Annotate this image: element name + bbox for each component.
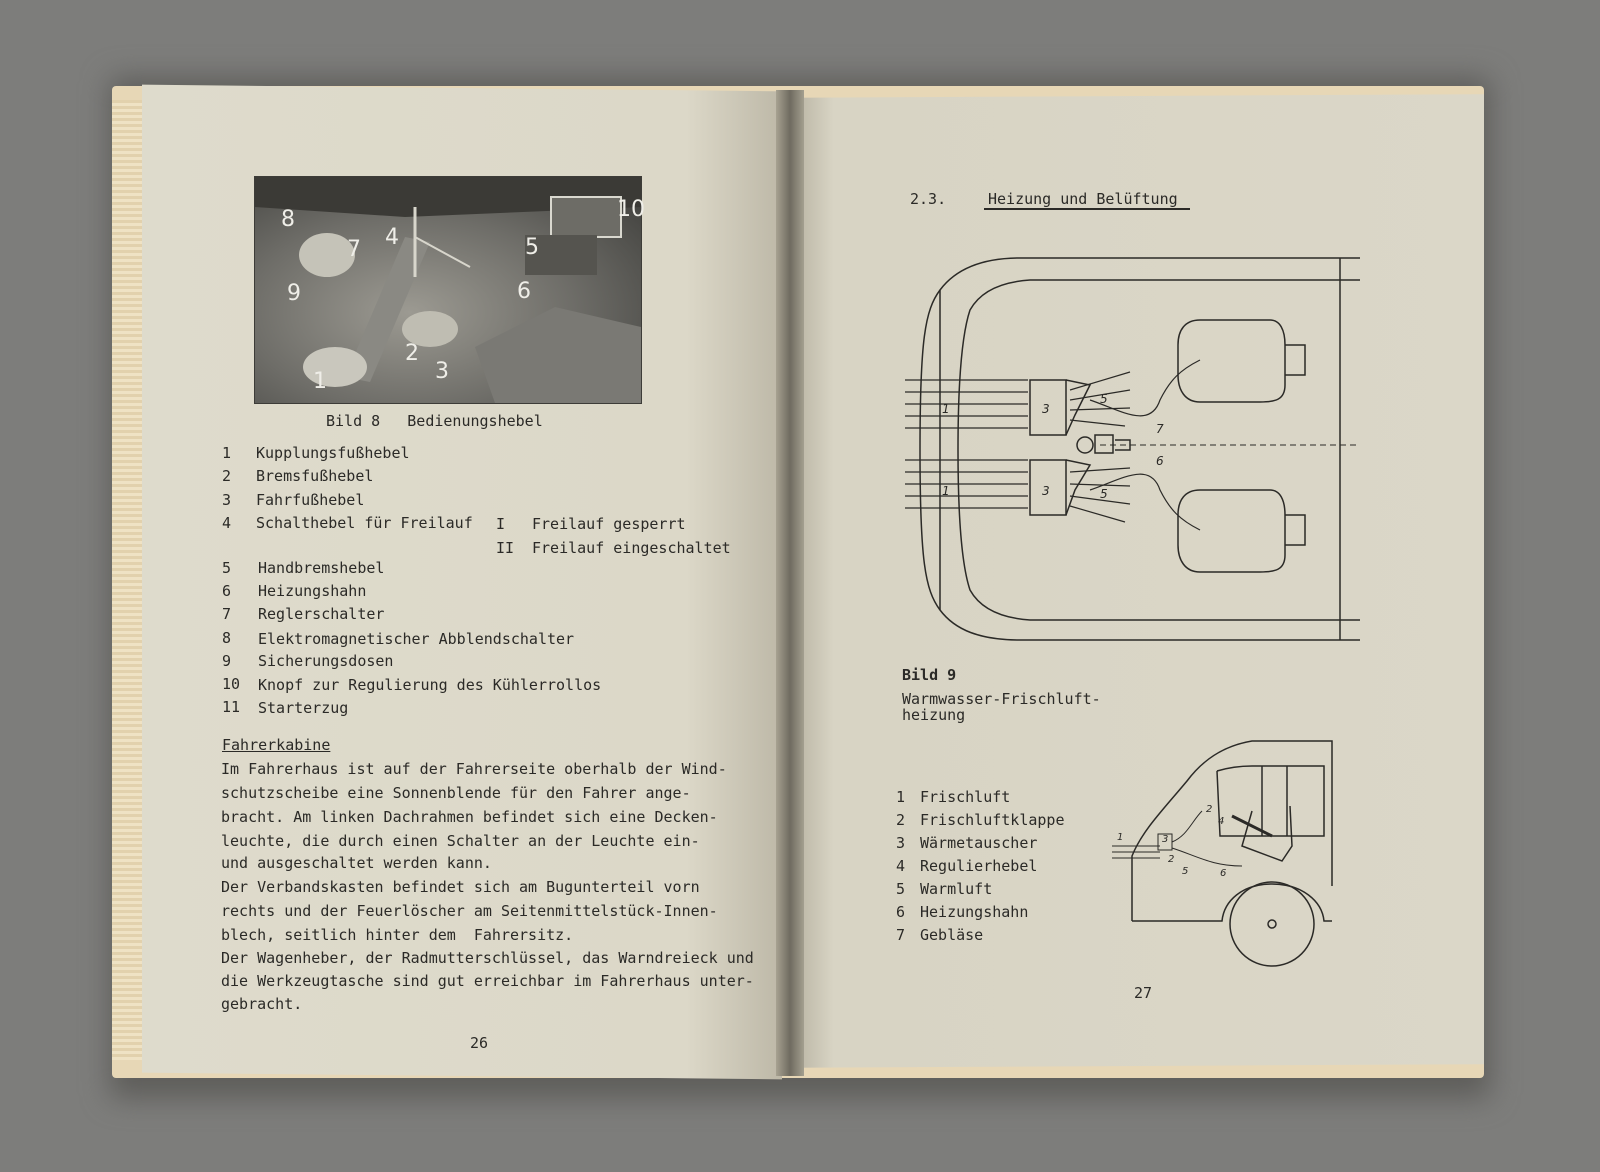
freilauf-num: I	[496, 515, 506, 533]
side-label: 4	[1218, 816, 1225, 827]
diagram-label: 7	[1156, 422, 1164, 436]
freilauf-text: Freilauf eingeschaltet	[532, 539, 731, 557]
section-heading-fahrerkabine: Fahrerkabine	[222, 736, 331, 754]
legend-text: Heizungshahn	[920, 903, 1029, 921]
paragraph-line: gebracht.	[221, 995, 303, 1013]
paragraph-line: die Werkzeugtasche sind gut erreichbar im Fahrerhaus unter-	[221, 972, 754, 990]
legend-num: 2	[896, 811, 906, 829]
diagram-label: 6	[1156, 454, 1164, 468]
dashboard-photo	[254, 176, 645, 404]
vehicle-side-view-diagram	[1112, 736, 1344, 972]
diagram-label: 3	[1042, 484, 1050, 498]
legend-num: 1	[222, 444, 232, 462]
section-number: 2.3.	[910, 190, 947, 208]
photo-label-10: 10	[617, 197, 645, 222]
freilauf-num: II	[496, 539, 515, 557]
legend-text: Starterzug	[258, 699, 349, 717]
cover-edge	[112, 100, 144, 1060]
heating-top-view-diagram	[900, 250, 1360, 650]
legend-text: Handbremshebel	[258, 559, 385, 577]
paragraph-line: und ausgeschaltet werden kann.	[221, 854, 492, 872]
photo-label-4: 4	[385, 225, 399, 250]
diagram-label: 1	[942, 484, 950, 498]
paragraph-line: Im Fahrerhaus ist auf der Fahrerseite oberhalb der Wind-	[221, 760, 727, 778]
side-label: 2	[1168, 854, 1175, 865]
paragraph-line: leuchte, die durch einen Schalter an der Leuchte ein-	[221, 832, 700, 850]
book-gutter	[776, 90, 804, 1076]
legend-text: Sicherungsdosen	[258, 652, 394, 670]
paragraph-line: blech, seitlich hinter dem Fahrersitz.	[221, 926, 574, 944]
side-label: 6	[1220, 868, 1227, 879]
legend-text: Bremsfußhebel	[256, 467, 374, 485]
photo-label-5: 5	[525, 235, 539, 260]
legend-num: 5	[896, 880, 906, 898]
legend-num: 8	[222, 629, 232, 647]
photo-label-6: 6	[517, 279, 531, 304]
legend-num: 2	[222, 467, 232, 485]
legend-num: 7	[222, 605, 232, 623]
legend-text: Gebläse	[920, 926, 984, 944]
diagram-label: 5	[1100, 487, 1108, 501]
legend-text: Regulierhebel	[920, 857, 1038, 875]
legend-num: 10	[222, 675, 241, 693]
legend-num: 1	[896, 788, 906, 806]
legend-num: 4	[896, 857, 906, 875]
figure-9-title-line: heizung	[902, 706, 966, 724]
figure-9-title-line: Warmwasser-Frischluft-	[902, 690, 1101, 708]
photo-label-7: 7	[347, 237, 361, 262]
paragraph-line: Der Verbandskasten befindet sich am Bugunterteil vorn	[221, 878, 700, 896]
legend-text: Elektromagnetischer Abblendschalter	[258, 630, 575, 648]
legend-num: 9	[222, 652, 232, 670]
paragraph-line: Der Wagenheber, der Radmutterschlüssel, das Warndreieck und	[221, 949, 754, 967]
diagram-label: 5	[1100, 392, 1108, 406]
legend-num: 11	[222, 698, 241, 716]
freilauf-text: Freilauf gesperrt	[532, 515, 686, 533]
legend-text: Fahrfußhebel	[256, 491, 365, 509]
legend-text: Warmluft	[920, 880, 993, 898]
paragraph-line: rechts und der Feuerlöscher am Seitenmittelstück-Innen-	[221, 902, 718, 920]
photo-label-1: 1	[313, 369, 327, 394]
page-number-right: 27	[1134, 984, 1153, 1002]
legend-text: Reglerschalter	[258, 605, 385, 623]
legend-text: Schalthebel für Freilauf	[256, 514, 473, 532]
legend-num: 6	[896, 903, 906, 921]
legend-text: Frischluft	[920, 788, 1011, 806]
legend-text: Frischluftklappe	[920, 811, 1065, 829]
figure-8-caption: Bild 8 Bedienungshebel	[326, 412, 543, 430]
legend-text: Heizungshahn	[258, 582, 367, 600]
photo-label-8: 8	[281, 207, 295, 232]
side-label: 2	[1206, 804, 1213, 815]
legend-text: Wärmetauscher	[920, 834, 1038, 852]
legend-num: 3	[222, 491, 232, 509]
photo-label-2: 2	[405, 341, 419, 366]
legend-num: 3	[896, 834, 906, 852]
diagram-label: 3	[1042, 402, 1050, 416]
page-number-left: 26	[470, 1034, 489, 1052]
legend-num: 4	[222, 514, 232, 532]
legend-num: 7	[896, 926, 906, 944]
legend-text: Knopf zur Regulierung des Kühlerrollos	[258, 676, 602, 694]
photo-label-3: 3	[435, 359, 449, 384]
section-title-underline	[984, 208, 1190, 210]
section-title: Heizung und Belüftung	[988, 190, 1178, 208]
legend-num: 6	[222, 582, 232, 600]
figure-9-label: Bild 9	[902, 666, 957, 684]
side-label: 5	[1182, 866, 1189, 877]
photo-label-9: 9	[287, 281, 301, 306]
paragraph-line: schutzscheibe eine Sonnenblende für den Fahrer ange-	[221, 784, 691, 802]
legend-text: Kupplungsfußhebel	[256, 444, 410, 462]
legend-num: 5	[222, 559, 232, 577]
paragraph-line: bracht. Am linken Dachrahmen befindet sich eine Decken-	[221, 808, 718, 826]
diagram-label: 1	[942, 402, 950, 416]
side-label: 1	[1117, 832, 1124, 843]
side-label: 3	[1162, 834, 1169, 845]
